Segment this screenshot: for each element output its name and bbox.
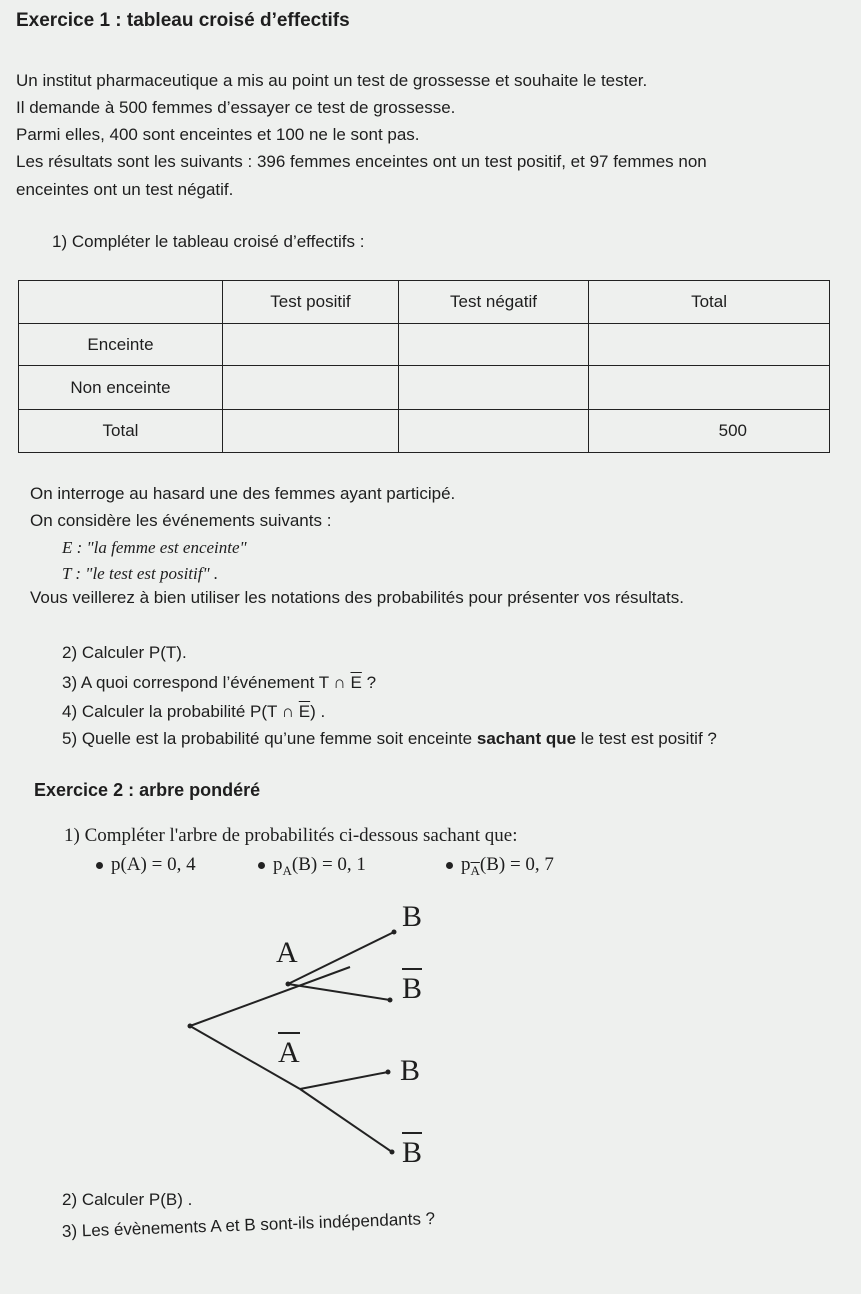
- leaf-b-label: B: [400, 1054, 421, 1087]
- leaf-bbar-text: B: [402, 1132, 422, 1169]
- branch-a-bbar[interactable]: [288, 984, 390, 1000]
- question-5-text: 5) Quelle est la probabilité qu’une femme soit enceinte: [62, 729, 477, 748]
- leaf-dot: [390, 1150, 395, 1155]
- e-complement: $\overline{E}$: [350, 673, 362, 692]
- leaf-dot: [388, 998, 393, 1003]
- exercise-2-title: Exercice 2 : arbre pondéré: [34, 780, 261, 800]
- node-abar-text: A: [278, 1032, 300, 1069]
- leaf-b-label: B: [402, 900, 423, 933]
- question-1: 1) Compléter le tableau croisé d’effectifs :: [52, 232, 365, 251]
- header-total: Total: [589, 281, 830, 324]
- notation-instruction: Vous veillerez à bien utiliser les notations des probabilités pour présenter vos résultats.: [30, 588, 684, 607]
- table-cell-total-500: 500: [589, 409, 830, 452]
- given-pa-b-p: p: [273, 854, 283, 875]
- row-label-non-enceinte: Non enceinte: [19, 366, 223, 409]
- after-table-line-1: On interroge au hasard une des femmes ayant participé.: [30, 484, 456, 503]
- row-label-enceinte: Enceinte: [19, 324, 223, 366]
- question-5-end: le test est positif ?: [576, 729, 717, 748]
- node-a-dot: [286, 982, 291, 987]
- given-pa-b-sub: A: [282, 862, 292, 878]
- exercise-2-question-2: 2) Calculer P(B) .: [62, 1190, 193, 1209]
- intro-line-3: Parmi elles, 400 sont enceintes et 100 ne le sont pas.: [16, 125, 420, 144]
- header-test-positif: Test positif: [223, 281, 399, 324]
- leaf-bbar-label: [402, 1136, 422, 1170]
- intro-line-2: Il demande à 500 femmes d’essayer ce test de grossesse.: [16, 98, 456, 117]
- given-pabar-b-sub: A: [470, 862, 480, 878]
- branch-a-b[interactable]: [288, 932, 394, 984]
- after-table-line-2: On considère les événements suivants :: [30, 511, 332, 530]
- exercise-2-question-1: 1) Compléter l'arbre de probabilités ci-dessous sachant que:: [64, 825, 518, 846]
- e-complement: $\overline{E}$: [298, 702, 311, 721]
- row-label-total: Total: [19, 409, 223, 452]
- question-2: 2) Calculer P(T).: [62, 643, 187, 662]
- header-test-negatif: Test négatif: [398, 281, 588, 324]
- intro-line-4: Les résultats sont les suivants : 396 femmes enceintes ont un test positif, et 97 femmes non: [16, 152, 707, 171]
- root-node: [188, 1024, 193, 1029]
- question-3-text: 3) A quoi correspond l’événement T ∩: [62, 673, 351, 692]
- question-3-end: ?: [361, 673, 377, 692]
- event-t: T : "le test est positif" .: [62, 564, 219, 583]
- intro-line-1: Un institut pharmaceutique a mis au point un test de grossesse et souhaite le tester.: [16, 71, 648, 90]
- given-p-a-text: p(A) = 0, 4: [111, 854, 196, 875]
- intro-line-5: enceintes ont un test négatif.: [16, 180, 234, 199]
- node-abar-label: [278, 1036, 300, 1070]
- leaf-dot: [392, 930, 397, 935]
- exercise-2-question-3: 3) Les évènements A et B sont-ils indépendants ?: [61, 1208, 436, 1241]
- branch-root-a[interactable]: [190, 967, 350, 1026]
- given-pabar-b-p: p: [461, 854, 471, 875]
- branch-abar-bbar[interactable]: [300, 1089, 392, 1152]
- node-a-label: A: [276, 936, 298, 969]
- question-4-end: ) .: [310, 702, 326, 721]
- leaf-bbar-text: B: [402, 968, 422, 1005]
- question-5-bold: sachant que: [476, 729, 577, 748]
- branch-abar-b[interactable]: [300, 1072, 388, 1089]
- leaf-dot: [386, 1070, 391, 1075]
- given-pa-b-rest: (B) = 0, 1: [291, 854, 366, 875]
- given-pabar-b-rest: (B) = 0, 7: [479, 854, 554, 875]
- exercise-1-title: Exercice 1 : tableau croisé d’effectifs: [16, 10, 350, 31]
- event-e: E : "la femme est enceinte": [62, 538, 247, 557]
- question-4-text: 4) Calculer la probabilité P(T ∩: [62, 702, 299, 721]
- leaf-bbar-label: [402, 972, 422, 1006]
